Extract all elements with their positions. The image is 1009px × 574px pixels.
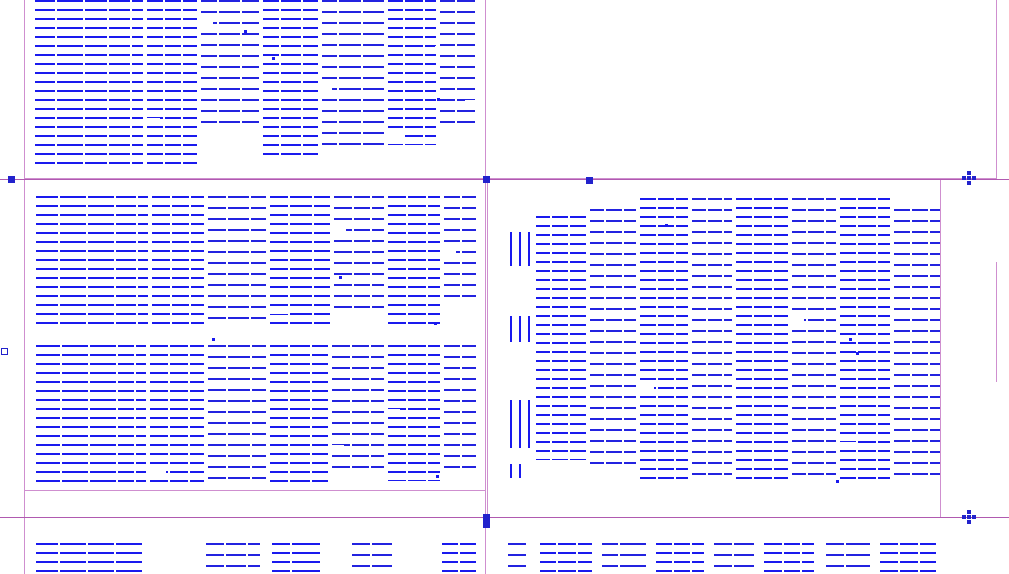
middle-right-side-heading-lower[interactable] [510,400,532,480]
frame-edge-top-left[interactable] [24,0,25,179]
handle-cluster-top-right[interactable] [962,171,977,186]
frame-edge-top-rule[interactable] [24,178,486,179]
guide-horizontal-bottom[interactable] [0,517,1009,518]
handle-inline-marker[interactable] [586,177,593,184]
handle-top-center[interactable] [483,176,490,183]
frame-edge-mid-left[interactable] [485,179,486,517]
top-left-body-text[interactable] [35,0,475,165]
text-anchor-mark [856,352,859,355]
handle-bottom-center-lower[interactable] [483,521,490,528]
middle-left-body-text-upper[interactable] [36,196,476,329]
text-anchor-mark [665,224,668,227]
frame-edge-mid-right[interactable] [487,179,488,517]
bottom-left-body-text[interactable] [36,543,476,574]
text-anchor-mark [272,57,275,60]
handle-top-left[interactable] [8,176,15,183]
middle-right-side-heading-upper[interactable] [510,232,532,342]
text-anchor-mark [437,98,440,101]
bottom-right-body-text[interactable] [508,543,940,574]
middle-right-body-text[interactable] [536,198,940,488]
handle-middle-left[interactable] [1,348,8,355]
frame-edge-top-mid[interactable] [485,0,486,179]
handle-bottom-center[interactable] [483,514,490,521]
frame-edge-bottom-rule[interactable] [24,490,486,491]
frame-edge-right[interactable] [940,179,941,517]
text-anchor-mark [836,480,839,483]
text-anchor-mark [434,322,437,325]
frame-edge-far-right-mid[interactable] [996,262,997,382]
text-anchor-mark [212,338,215,341]
text-anchor-mark [339,276,342,279]
frame-edge-far-right-top[interactable] [996,0,997,179]
text-anchor-mark [849,338,852,341]
handle-cluster-bottom-right[interactable] [962,510,977,525]
middle-left-body-text-lower[interactable] [36,345,476,485]
frame-edge-left[interactable] [24,179,25,517]
text-anchor-mark [436,475,439,478]
frame-edge-right-top-rule[interactable] [487,178,997,179]
text-anchor-mark [244,30,247,33]
guide-horizontal-top[interactable] [0,179,1009,180]
frame-edge-bottom-left[interactable] [24,517,25,574]
